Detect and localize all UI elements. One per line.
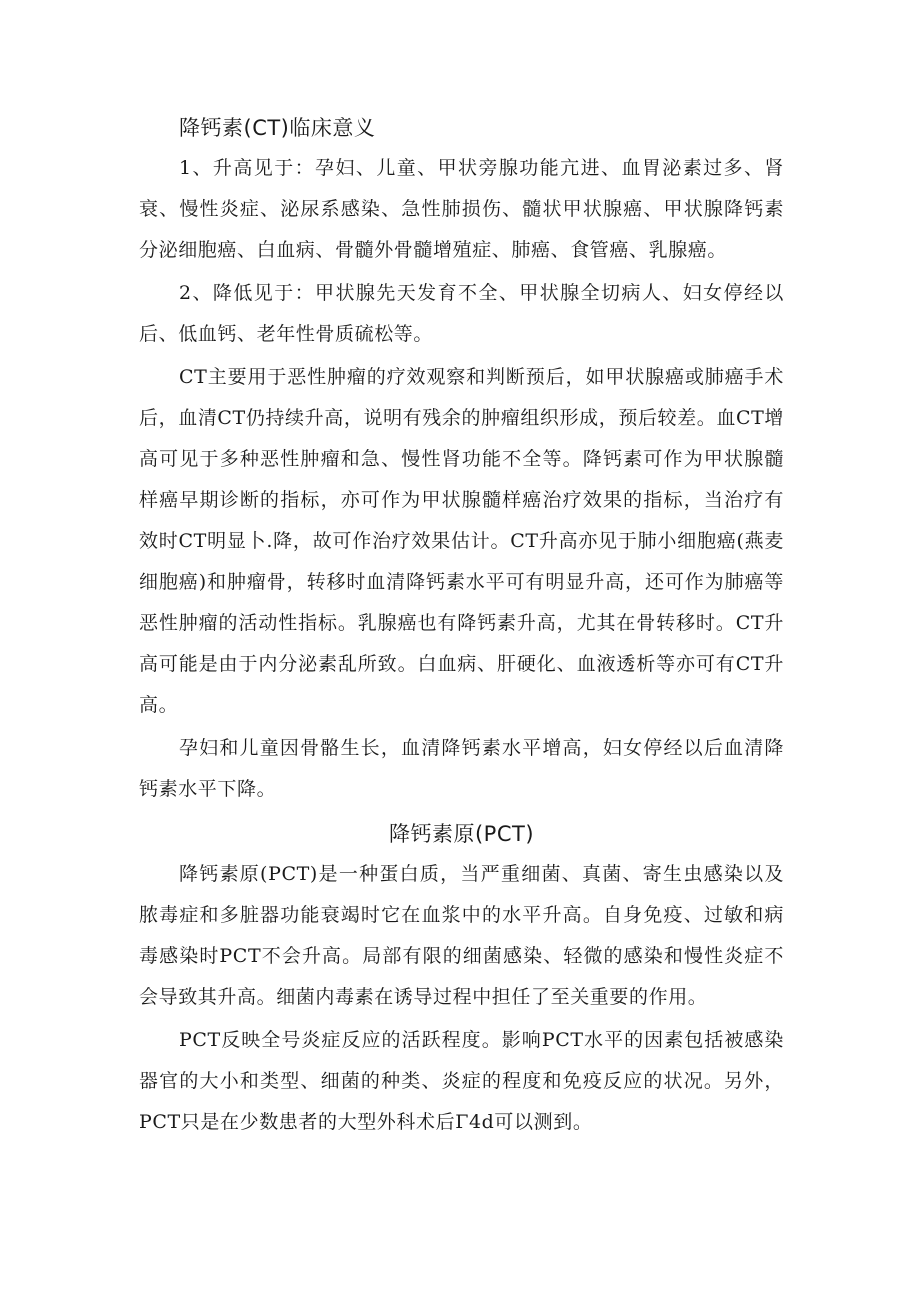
ct-usage-paragraph: CT主要用于恶性肿瘤的疗效观察和判断预后，如甲状腺癌或肺癌手术后，血清CT仍持续升高，说明有残余的肿瘤组织形成，预后较差。血CT增高可见于多种恶性肿瘤和急、慢性肾功能不全等。降钙素可作为甲状腺髓样癌早期诊断的指标，亦可作为甲状腺髓样癌治疗效果的指标，当治疗有效时CT明显卜.降，故可作治疗效果估计。CT升高亦见于肺小细胞癌(燕麦细胞癌)和肿瘤骨，转移时血清降钙素水平可有明显升高，还可作为肺癌等恶性肿瘤的活动性指标。乳腺癌也有降钙素升高，尤其在骨转移时。CT升高可能是由于内分泌素乱所致。白血病、肝硬化、血液透析等亦可有CT升高。: [139, 366, 784, 716]
ct-decrease-paragraph: 2、降低见于：甲状腺先天发育不全、甲状腺全切病人、妇女停经以后、低血钙、老年性骨质硫松等。: [139, 282, 784, 345]
section-pct-title: 降钙素原(PCT): [388, 822, 535, 846]
pct-factors-paragraph: PCT反映全号炎症反应的活跃程度。影响PCT水平的因素包括被感染器官的大小和类型、细菌的种类、炎症的程度和免疫反应的状况。另外，PCT只是在少数患者的大型外科术后Γ4d可以测到。: [139, 1029, 784, 1133]
ct-pregnancy-paragraph: 孕妇和儿童因骨骼生长，血清降钙素水平增高，妇女停经以后血清降钙素水平下降。: [139, 737, 784, 800]
section-ct-title: 降钙素(CT)临床意义: [179, 116, 376, 140]
pct-definition-paragraph: 降钙素原(PCT)是一种蛋白质，当严重细菌、真菌、寄生虫感染以及脓毒症和多脏器功能衰竭时它在血浆中的水平升高。自身免疫、过敏和病毒感染时PCT不会升高。局部有限的细菌感染、轻微的感染和慢性炎症不会导致其升高。细菌内毒素在诱导过程中担任了至关重要的作用。: [139, 863, 784, 1008]
ct-increase-paragraph: 1、升高见于：孕妇、儿童、甲状旁腺功能亢进、血胃泌素过多、肾衰、慢性炎症、泌尿系感染、急性肺损伤、髓状甲状腺癌、甲状腺降钙素分泌细胞癌、白血病、骨髓外骨髓增殖症、肺癌、食管癌、乳腺癌。: [139, 157, 784, 261]
document-body: [139, 108, 784, 1145]
